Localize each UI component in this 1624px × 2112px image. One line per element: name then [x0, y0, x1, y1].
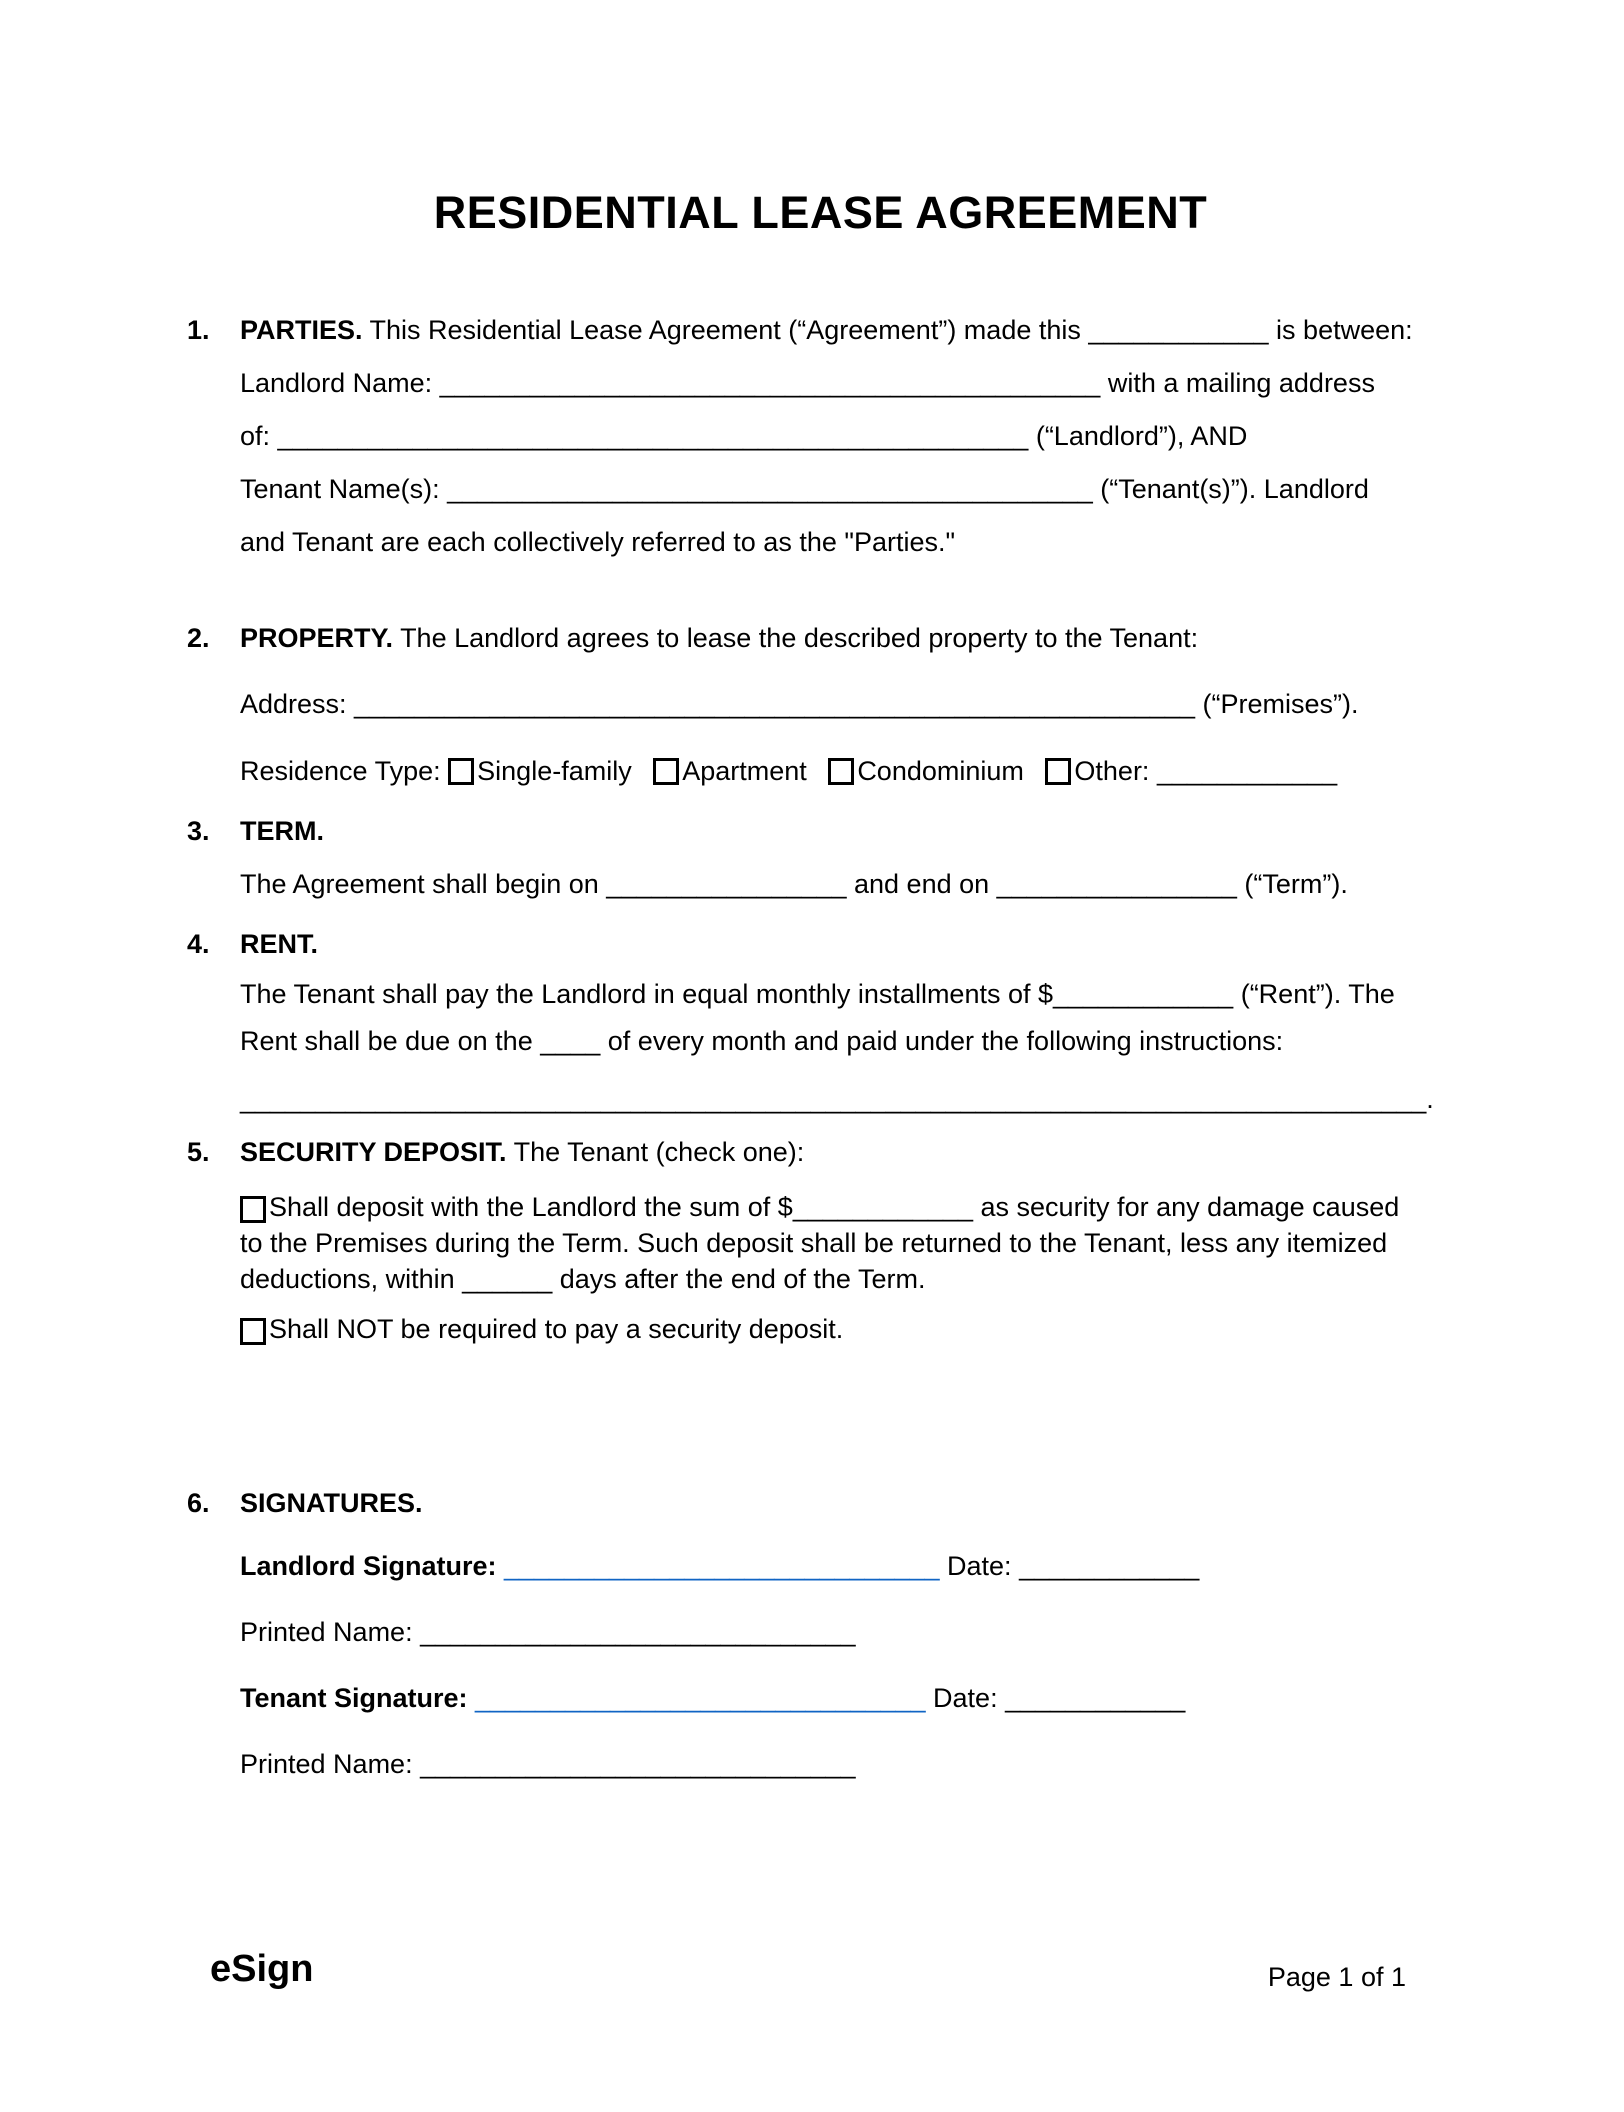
section-signatures	[187, 1477, 1454, 1791]
document-content	[0, 186, 1624, 1791]
rent-amount-line: The Tenant shall pay the Landlord in equal monthly installments of $____________ (“Rent”). The	[240, 979, 1395, 1009]
single-family-label: Single-family	[477, 756, 632, 786]
rent-due-line: Rent shall be due on the ____ of every month and paid under the following instructions:	[240, 1026, 1284, 1056]
deposit-option-1-line-2: to the Premises during the Term. Such deposit shall be returned to the Tenant, less any itemized	[240, 1228, 1388, 1258]
section-property	[187, 612, 1454, 798]
property-residence-type-line	[240, 745, 1454, 798]
term-heading-line	[240, 805, 1454, 858]
landlord-signature-field[interactable]: _____________________________	[504, 1551, 940, 1581]
deposit-option-1-line-3: deductions, within ______ days after the end of the Term.	[240, 1264, 926, 1294]
tenant-date-label: Date:	[933, 1683, 998, 1713]
deposit-option-1-text-1: Shall deposit with the Landlord the sum of $____________ as security for any damage caused	[269, 1192, 1400, 1222]
residence-type-label: Residence Type:	[240, 756, 441, 786]
landlord-printed-name-row: Printed Name: _____________________________	[240, 1617, 856, 1647]
page-title: RESIDENTIAL LEASE AGREEMENT	[433, 187, 1208, 238]
term-heading: TERM.	[240, 816, 324, 846]
parties-closing-line: and Tenant are each collectively referred to as the "Parties."	[240, 527, 956, 557]
other-blank: ____________	[1156, 756, 1338, 786]
deposit-option-2-line	[240, 1311, 1454, 1347]
rent-heading-line	[240, 918, 1454, 971]
rent-heading: RENT.	[240, 929, 319, 959]
section-number: 6.	[187, 1488, 210, 1518]
deposit-option-2-text: Shall NOT be required to pay a security deposit.	[269, 1314, 844, 1344]
section-number: 1.	[187, 315, 210, 345]
parties-heading: PARTIES.	[240, 315, 363, 345]
landlord-signature-label: Landlord Signature:	[240, 1551, 497, 1581]
apartment-label: Apartment	[682, 756, 807, 786]
term-dates-line: The Agreement shall begin on ________________ and end on ________________ (“Term”).	[240, 869, 1348, 899]
tenant-signature-row	[240, 1672, 1454, 1725]
property-address-line: Address: ________________________________________________________ (“Premises”).	[240, 689, 1359, 719]
landlord-date-label: Date:	[947, 1551, 1012, 1581]
deposit-required-checkbox[interactable]	[240, 1196, 266, 1223]
parties-landlord-name-line: Landlord Name: ____________________________________________ with a mailing address	[240, 368, 1375, 398]
other-checkbox[interactable]	[1045, 758, 1071, 785]
esign-logo: eSign	[210, 1948, 314, 1990]
condominium-label: Condominium	[857, 756, 1024, 786]
other-label: Other:	[1074, 756, 1150, 786]
property-intro: The Landlord agrees to lease the described property to the Tenant:	[400, 623, 1199, 653]
rent-instructions-blank-line: _______________________________________________________________________________.	[240, 1084, 1434, 1114]
deposit-heading-line	[240, 1126, 1454, 1179]
signatures-heading: SIGNATURES.	[240, 1488, 423, 1518]
parties-line-1	[240, 304, 1454, 357]
signatures-heading-line	[240, 1477, 1454, 1530]
section-parties	[187, 304, 1454, 569]
parties-intro: This Residential Lease Agreement (“Agreement”) made this ____________ is between:	[369, 315, 1413, 345]
property-heading: PROPERTY.	[240, 623, 394, 653]
property-heading-line	[240, 612, 1454, 665]
apartment-checkbox[interactable]	[653, 758, 679, 785]
section-rent	[187, 918, 1454, 1126]
deposit-option-1-line-1	[240, 1189, 1454, 1225]
parties-mailing-address-line: of: __________________________________________________ (“Landlord”), AND	[240, 421, 1248, 451]
section-term	[187, 805, 1454, 911]
page-number: Page 1 of 1	[1267, 1962, 1406, 1992]
deposit-not-required-checkbox[interactable]	[240, 1318, 266, 1345]
section-security-deposit	[187, 1126, 1454, 1347]
tenant-signature-field[interactable]: ______________________________	[475, 1683, 926, 1713]
tenant-signature-label: Tenant Signature:	[240, 1683, 468, 1713]
deposit-option-2	[240, 1311, 1454, 1347]
landlord-signature-row	[240, 1540, 1454, 1593]
single-family-checkbox[interactable]	[448, 758, 474, 785]
condominium-checkbox[interactable]	[828, 758, 854, 785]
deposit-intro: The Tenant (check one):	[513, 1137, 805, 1167]
landlord-date-blank: ____________	[1019, 1551, 1200, 1581]
parties-tenant-name-line: Tenant Name(s): ___________________________________________ (“Tenant(s)”). Landlord	[240, 474, 1369, 504]
section-number: 4.	[187, 929, 210, 959]
deposit-heading: SECURITY DEPOSIT.	[240, 1137, 507, 1167]
section-number: 2.	[187, 623, 210, 653]
tenant-printed-name-row: Printed Name: _____________________________	[240, 1749, 856, 1779]
tenant-date-blank: ____________	[1005, 1683, 1186, 1713]
section-number: 3.	[187, 816, 210, 846]
deposit-option-1	[240, 1189, 1454, 1297]
section-number: 5.	[187, 1137, 210, 1167]
